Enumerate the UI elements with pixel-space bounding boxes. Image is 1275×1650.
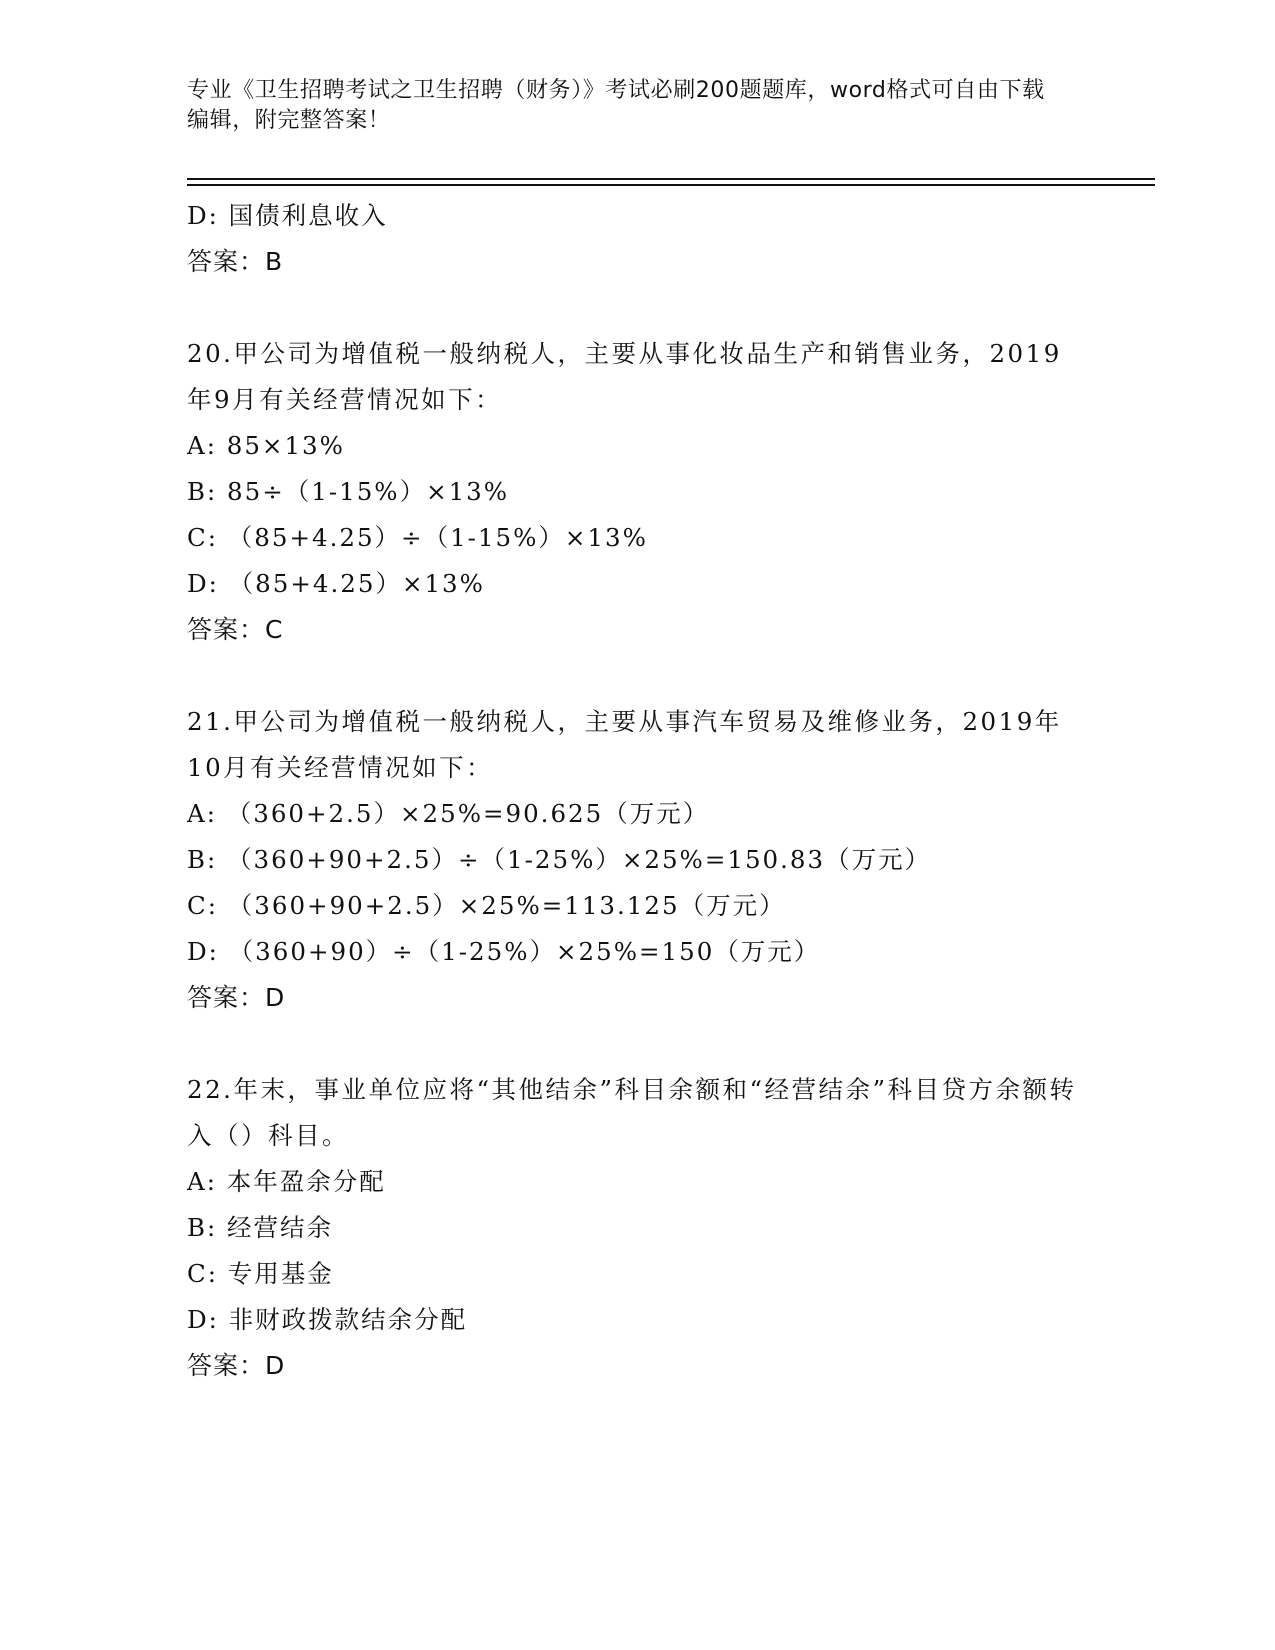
question-content xyxy=(187,193,1087,1389)
document-header: 专业《卫生招聘考试之卫生招聘（财务）》考试必刷200题题库，word格式可自由下载编辑，附完整答案！ xyxy=(187,78,1045,133)
question-text: 22.年末，事业单位应将“其他结余”科目余额和“经营结余”科目贷方余额转入（）科目。 xyxy=(187,1075,1077,1150)
question-20 xyxy=(187,331,1087,653)
answer: 答案：C xyxy=(187,615,284,644)
question-text: 21.甲公司为增值税一般纳税人，主要从事汽车贸易及维修业务，2019年10月有关经营情况如下： xyxy=(187,707,1062,782)
option-b: B: （360+90+2.5）÷（1-25%）×25%=150.83（万元） xyxy=(187,845,932,874)
question-21 xyxy=(187,699,1087,1021)
spacer xyxy=(187,653,1087,699)
question-22 xyxy=(187,1067,1087,1389)
question-text: 20.甲公司为增值税一般纳税人，主要从事化妆品生产和销售业务，2019年9月有关经营情况如下： xyxy=(187,339,1062,414)
prev-answer: 答案：B xyxy=(187,247,284,276)
option-d: D: （360+90）÷（1-25%）×25%=150（万元） xyxy=(187,937,821,966)
answer: 答案：D xyxy=(187,1351,286,1380)
prev-option-d: D: 国债利息收入 xyxy=(187,201,388,230)
option-a: A: 85×13% xyxy=(187,431,345,460)
option-a: A: （360+2.5）×25%=90.625（万元） xyxy=(187,799,710,828)
option-c: C: （85+4.25）÷（1-15%）×13% xyxy=(187,523,648,552)
header-rule-bottom xyxy=(187,184,1155,186)
option-d: D: 非财政拨款结余分配 xyxy=(187,1305,468,1334)
spacer xyxy=(187,285,1087,331)
option-c: C: 专用基金 xyxy=(187,1259,334,1288)
option-b: B: 经营结余 xyxy=(187,1213,334,1242)
answer: 答案：D xyxy=(187,983,286,1012)
option-a: A: 本年盈余分配 xyxy=(187,1167,386,1196)
option-c: C: （360+90+2.5）×25%=113.125（万元） xyxy=(187,891,786,920)
spacer xyxy=(187,1021,1087,1067)
option-b: B: 85÷（1-15%）×13% xyxy=(187,477,510,506)
header-rule-top xyxy=(187,178,1155,180)
option-d: D: （85+4.25）×13% xyxy=(187,569,485,598)
